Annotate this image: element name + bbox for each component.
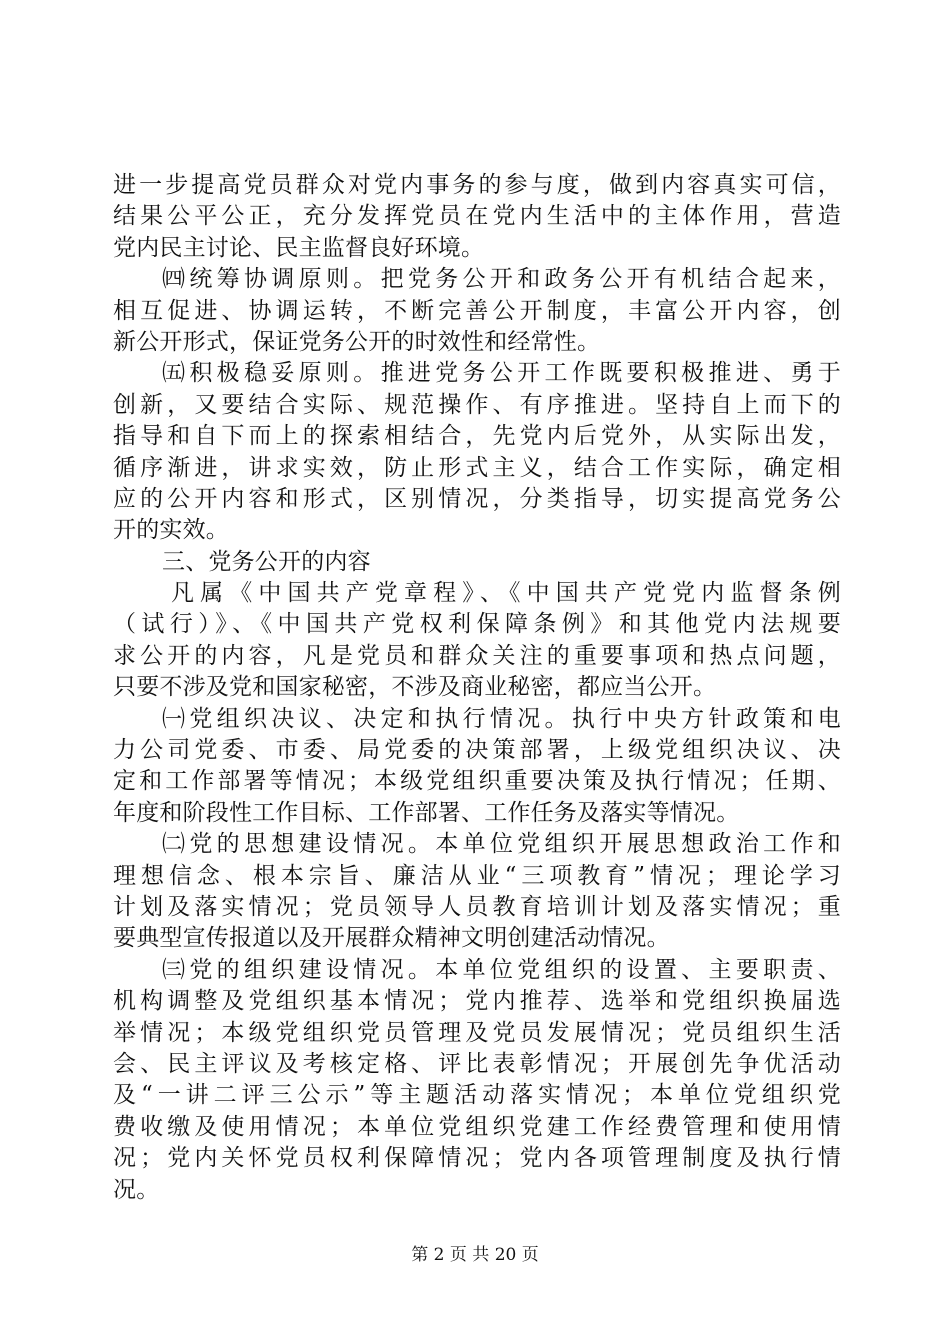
document-body <box>113 170 841 1206</box>
section-heading: 三、党务公开的内容 <box>162 548 371 575</box>
text-line: 况；党内关怀党员权利保障情况；党内各项管理制度及执行情 <box>113 1145 841 1172</box>
text-line: 指导和自下而上的探索相结合，先党内后党外，从实际出发， <box>113 423 841 450</box>
text-line: 及“一讲二评三公示”等主题活动落实情况；本单位党组织党 <box>113 1082 841 1109</box>
text-line: 进一步提高党员群众对党内事务的参与度，做到内容真实可信， <box>113 172 841 198</box>
text-line: 机构调整及党组织基本情况；党内推荐、选举和党组织换届选 <box>113 988 841 1015</box>
text-line: 力公司党委、市委、局党委的决策部署，上级党组织决议、决 <box>113 737 841 764</box>
text-line: 结果公平公正，充分发挥党员在党内生活中的主体作用，营造 <box>113 203 841 230</box>
text-line: 费收缴及使用情况；本单位党组织党建工作经费管理和使用情 <box>113 1113 841 1140</box>
page-footer: 第 2 页 共 20 页 <box>411 1245 539 1265</box>
text-line: 举情况；本级党组织党员管理及党员发展情况；党员组织生活 <box>113 1019 841 1046</box>
text-line: 会、民主评议及考核定格、评比表彰情况；开展创先争优活动 <box>113 1050 841 1077</box>
paragraph-heading-line: ㈤积极稳妥原则。推进党务公开工作既要积极推进、勇于 <box>162 360 841 387</box>
paragraph-heading-line: ㈣统筹协调原则。把党务公开和政务公开有机结合起来， <box>162 266 841 293</box>
text-line: 创新，又要结合实际、规范操作、有序推进。坚持自上而下的 <box>113 391 841 418</box>
paragraph-heading-line: ㈡党的思想建设情况。本单位党组织开展思想政治工作和 <box>162 831 841 858</box>
text-line: 年度和阶段性工作目标、工作部署、工作任务及落实等情况。 <box>113 799 740 826</box>
text-line: 应的公开内容和形式，区别情况，分类指导，切实提高党务公 <box>113 485 841 512</box>
text-line: 况。 <box>113 1176 160 1203</box>
paragraph-heading-line: ㈠党组织决议、决定和执行情况。执行中央方针政策和电 <box>162 705 841 732</box>
text-line: 要典型宣传报道以及开展群众精神文明创建活动情况。 <box>113 925 670 952</box>
text-line: 理想信念、根本宗旨、廉洁从业“三项教育”情况；理论学习 <box>113 862 841 889</box>
text-line: 计划及落实情况；党员领导人员教育培训计划及落实情况；重 <box>113 893 841 920</box>
text-line: 求公开的内容，凡是党员和群众关注的重要事项和热点问题， <box>113 642 841 669</box>
text-line: 只要不涉及党和国家秘密，不涉及商业秘密，都应当公开。 <box>113 674 717 701</box>
text-line: 相互促进、协调运转，不断完善公开制度，丰富公开内容，创 <box>113 297 841 324</box>
text-line: 党内民主讨论、民主监督良好环境。 <box>113 234 485 261</box>
text-line: （试行）》、《中国共产党权利保障条例》和其他党内法规要 <box>113 611 841 638</box>
text-line: 新公开形式，保证党务公开的时效性和经常性。 <box>113 328 601 355</box>
text-line: 循序渐进，讲求实效，防止形式主义，结合工作实际，确定相 <box>113 454 841 481</box>
paragraph-heading-line: ㈢党的组织建设情况。本单位党组织的设置、主要职责、 <box>162 956 841 983</box>
text-line: 开的实效。 <box>113 517 229 544</box>
text-line: 定和工作部署等情况；本级党组织重要决策及执行情况；任期、 <box>113 768 841 795</box>
paragraph-first-line: 凡属《中国共产党章程》、《中国共产党党内监督条例 <box>171 580 841 607</box>
